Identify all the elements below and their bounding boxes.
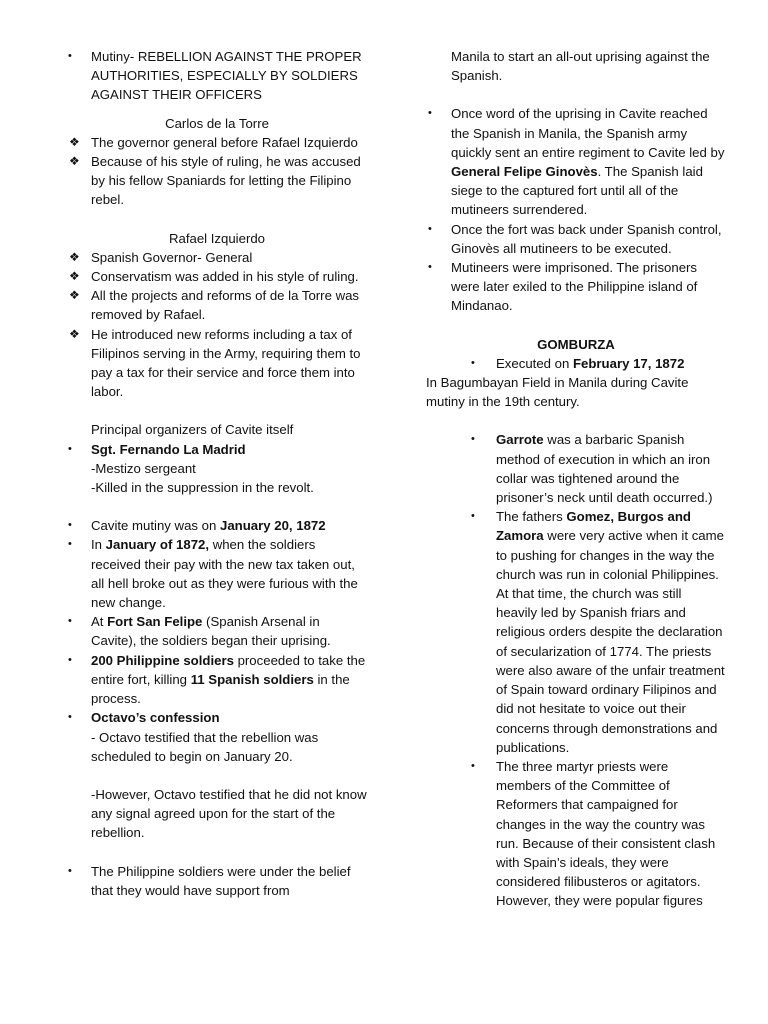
mutiny-definition: Mutiny- REBELLION AGAINST THE PROPER AUTHORITIES, ESPECIALLY BY SOLDIERS AGAINST THEIR OFFICERS <box>91 49 362 103</box>
bullet-icon: • <box>68 50 72 62</box>
bullet-icon: • <box>428 261 432 274</box>
sgt-name: Sgt. Fernando La Madrid <box>91 441 246 457</box>
list-item: ❖ Because of his style of ruling, he was accused by his fellow Spaniards for letting the Filipino rebel. <box>69 154 361 208</box>
list-item <box>66 440 368 459</box>
list-item: • 200 Philippine soldiers proceeded to take the entire fort, killing 11 Spanish soldiers in the process. <box>68 652 366 707</box>
bullet-icon: • <box>68 519 72 532</box>
list-item: • In January of 1872, when the soldiers received their pay with the new tax taken out, all hell broke out as they were furious with the new change. <box>68 537 358 611</box>
bullet-icon: • <box>428 107 432 120</box>
octavo-heading: Octavo’s confession <box>91 710 220 726</box>
list-item: ❖ Spanish Governor- General <box>66 248 368 267</box>
list-item: • At Fort San Felipe (Spanish Arsenal in Cavite), the soldiers began their uprising. <box>68 614 331 649</box>
diamond-bullet-icon: ❖ <box>69 154 80 169</box>
right-column: Manila to start an all-out uprising against the Spanish. • Once word of the uprising in Cavite reached the Spanish in Manila, the Spanish army quickly sent an entire regiment to Cavite led by General Felipe Ginovès. The Spanish laid siege to the captured fort until all of the mutineers surrendered. • Once the fort was back under Spanish control, Ginovès all mutineers to be executed. • Mutineers were imprisoned. The prisoners were later exiled to the Philippine island of Mindanao. GOMBURZA • Executed on February 17, 1872 In Bagumbayan Field in Manila during Cavite mutiny in the 19th century. • Garrote was a barbaric Spanish method of execution in which an iron collar was tightened around the prisoner’s neck until death occurred.) • The fathers Gomez, Burgos and Zamora were very active when it came to pushing for changes in the way the church was run in colonial Philippines. At that time, the church was still heavily led by Spanish friars and religious orders despite the declaration of secularization of 1774. The priests were also aware of the unfair treatment of Spain toward ordinary Filipinos and did not hesitate to voice out their concerns through demonstrations and publications. • The three martyr priests were members of the Committee of Reformers that campaigned for changes in the way the country was run. Because of their consistent clash with Spain’s ideals, they were considered filibusteros or agitators. However, they were popular figures <box>426 47 726 911</box>
list-item: • The Philippine soldiers were under the belief that they would have support from <box>68 863 351 898</box>
diamond-bullet-icon: ❖ <box>69 326 80 341</box>
list-item: • The fathers Gomez, Burgos and Zamora were very active when it came to pushing for changes in the way the church was run in colonial Philippines. At that time, the church was still heavily led by Spanish friars and religious orders despite the declaration of secularization of 1774. The priests were also aware of the unfair treatment of Spain toward ordinary Filipinos and did not hesitate to voice out their concerns through demonstrations and publications. <box>471 509 725 755</box>
bullet-icon: • <box>471 510 475 523</box>
diamond-bullet-icon: ❖ <box>69 269 80 284</box>
bullet-icon: • <box>471 433 475 446</box>
list-item: ❖ The governor general before Rafael Izquierdo <box>66 133 368 152</box>
bullet-icon: • <box>68 653 72 666</box>
bullet-icon: • <box>68 711 72 724</box>
bullet-icon: • <box>68 538 72 551</box>
list-item: • The three martyr priests were members of the Committee of Reformers that campaigned for changes in the way the country was run. Because of their consistent clash with Spain’s ideals, they were considered filibusteros or agitators. However, they were popular figures <box>471 758 716 909</box>
section-heading-carlos: Carlos de la Torre <box>165 115 269 131</box>
diamond-bullet-icon: ❖ <box>69 288 80 303</box>
list-item: • Cavite mutiny was on January 20, 1872 <box>66 516 368 535</box>
list-item: • Garrote was a barbaric Spanish method of execution in which an iron collar was tightened around the prisoner’s neck until death occurred.) <box>471 432 713 506</box>
list-item: ❖ Conservatism was added in his style of ruling. <box>66 267 368 286</box>
diamond-bullet-icon: ❖ <box>69 134 80 149</box>
organizers-label: Principal organizers of Cavite itself <box>91 422 294 438</box>
bullet-icon: • <box>471 759 475 772</box>
list-item <box>66 708 368 727</box>
section-heading-gomburza: GOMBURZA <box>537 336 615 352</box>
list-item: • Once the fort was back under Spanish control, Ginovès all mutineers to be executed. <box>428 221 722 256</box>
bullet-icon: • <box>68 442 72 455</box>
list-item: • Executed on February 17, 1872 <box>426 354 726 373</box>
list-item: • Once word of the uprising in Cavite reached the Spanish in Manila, the Spanish army quickly sent an entire regiment to Cavite led by General Felipe Ginovès. The Spanish laid siege to the captured fort until all of the mutineers surrendered. <box>428 106 725 218</box>
list-item: • Mutineers were imprisoned. The prisoners were later exiled to the Philippine island of Mindanao. <box>428 260 698 314</box>
bullet-icon: • <box>68 864 72 877</box>
left-column: • Mutiny- REBELLION AGAINST THE PROPER AUTHORITIES, ESPECIALLY BY SOLDIERS AGAINST THEIR OFFICERS Carlos de la Torre ❖ The governor general before Rafael Izquierdo ❖ Because of his style of ruling, he was accused by his fellow Spaniards for letting the Filipino rebel. Rafael Izquierdo ❖ Spanish Governor- General ❖ Conservatism was added in his style of ruling. ❖ All the projects and reforms of de la Torre was removed by Rafael. ❖ He introduced new reforms including a tax of Filipinos serving in the Army, requiring them to pay a tax for their service and force them into labor. Principal organizers of Cavite itself • Sgt. Fernando La Madrid -Mestizo sergeant -Killed in the suppression in the revolt. • Cavite mutiny was on January 20, 1872 • In January of 1872, when the soldiers received their pay with the new tax taken out, all hell broke out as they were furious with the new change. • At Fort San Felipe (Spanish Arsenal in Cavite), the soldiers began their uprising. • 200 Philippine soldiers proceeded to take the entire fort, killing 11 Spanish soldiers in the process. • Octavo’s confession - Octavo testified that the rebellion was scheduled to begin on January 20. -However, Octavo testified that he did not know any signal agreed upon for the start of the rebellion. • The Philippine soldiers were under the belief that they would have support from <box>66 47 368 900</box>
list-item: ❖ He introduced new reforms including a tax of Filipinos serving in the Army, requiring them to pay a tax for their service and force them into labor. <box>69 326 361 400</box>
section-heading-rafael: Rafael Izquierdo <box>168 230 266 246</box>
bullet-icon: • <box>471 356 475 369</box>
bullet-icon: • <box>428 222 432 235</box>
list-item <box>66 47 368 105</box>
bullet-icon: • <box>68 615 72 628</box>
list-item: ❖ All the projects and reforms of de la Torre was removed by Rafael. <box>69 288 360 323</box>
diamond-bullet-icon: ❖ <box>69 249 80 264</box>
